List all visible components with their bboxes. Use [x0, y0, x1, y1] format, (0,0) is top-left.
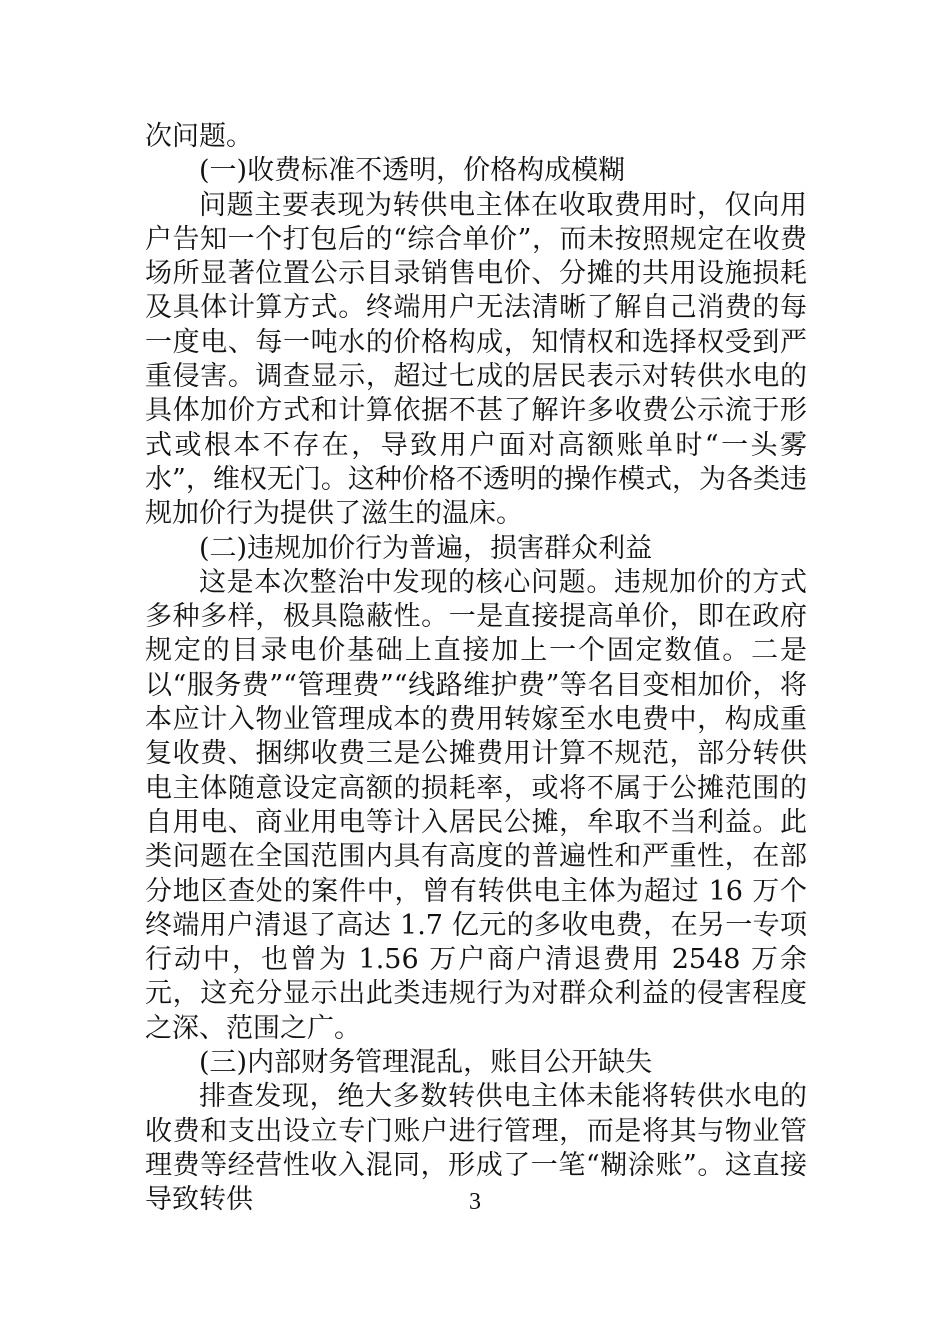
- section-heading-1: (一)收费标准不透明，价格构成模糊: [199, 155, 626, 187]
- continuation-paragraph: 次问题。: [145, 121, 253, 152]
- body-paragraph-2: 这是本次整治中发现的核心问题。违规加价的方式多种多样，极具隐蔽性。一是直接提高单价，即在政府规定的目录电价基础上直接加上一个固定数值。二是以“服务费”“管理费”“线路维护费”等名目变相加价，将本应计入物业管理成本的费用转嫁至水电费中，构成重复收费、捆绑收费三是公摊费用计算不规范，部分转供电主体随意设定高额的损耗率，或将不属于公摊范围的自用电、商业用电等计入居民公摊，牟取不当利益。此类问题在全国范围内具有高度的普遍性和严重性，在部分地区查处的案件中，曾有转供电主体为超过 16 万个终端用户清退了高达 1.7 亿元的多收电费，在另一专项行动中，也曾为 1.56 万户商户清退费用 2548 万余元，这充分显示出此类违规行为对群众利益的侵害程度之深、范围之广。: [145, 566, 807, 1044]
- page-number: 3: [469, 1189, 481, 1215]
- section-heading-2: (二)违规加价行为普遍，损害群众利益: [199, 532, 653, 564]
- body-paragraph-1: 问题主要表现为转供电主体在收取费用时，仅向用户告知一个打包后的“综合单价”，而未按照规定在收费场所显著位置公示目录销售电价、分摊的共用设施损耗及具体计算方式。终端用户无法清晰了解自己消费的每一度电、每一吨水的价格构成，知情权和选择权受到严重侵害。调查显示，超过七成的居民表示对转供水电的具体加价方式和计算依据不甚了解许多收费公示流于形式或根本不存在，导致用户面对高额账单时“一头雾水”，维权无门。这种价格不透明的操作模式，为各类违规加价行为提供了滋生的温床。: [145, 189, 807, 530]
- section-heading-3: (三)内部财务管理混乱，账目公开缺失: [199, 1047, 653, 1079]
- document-page: [145, 120, 807, 1218]
- body-paragraph-3: 排查发现，绝大多数转供电主体未能将转供水电的收费和支出设立专门账户进行管理，而是将其与物业管理费等经营性收入混同，形成了一笔“糊涂账”。这直接导致转供: [145, 1081, 807, 1216]
